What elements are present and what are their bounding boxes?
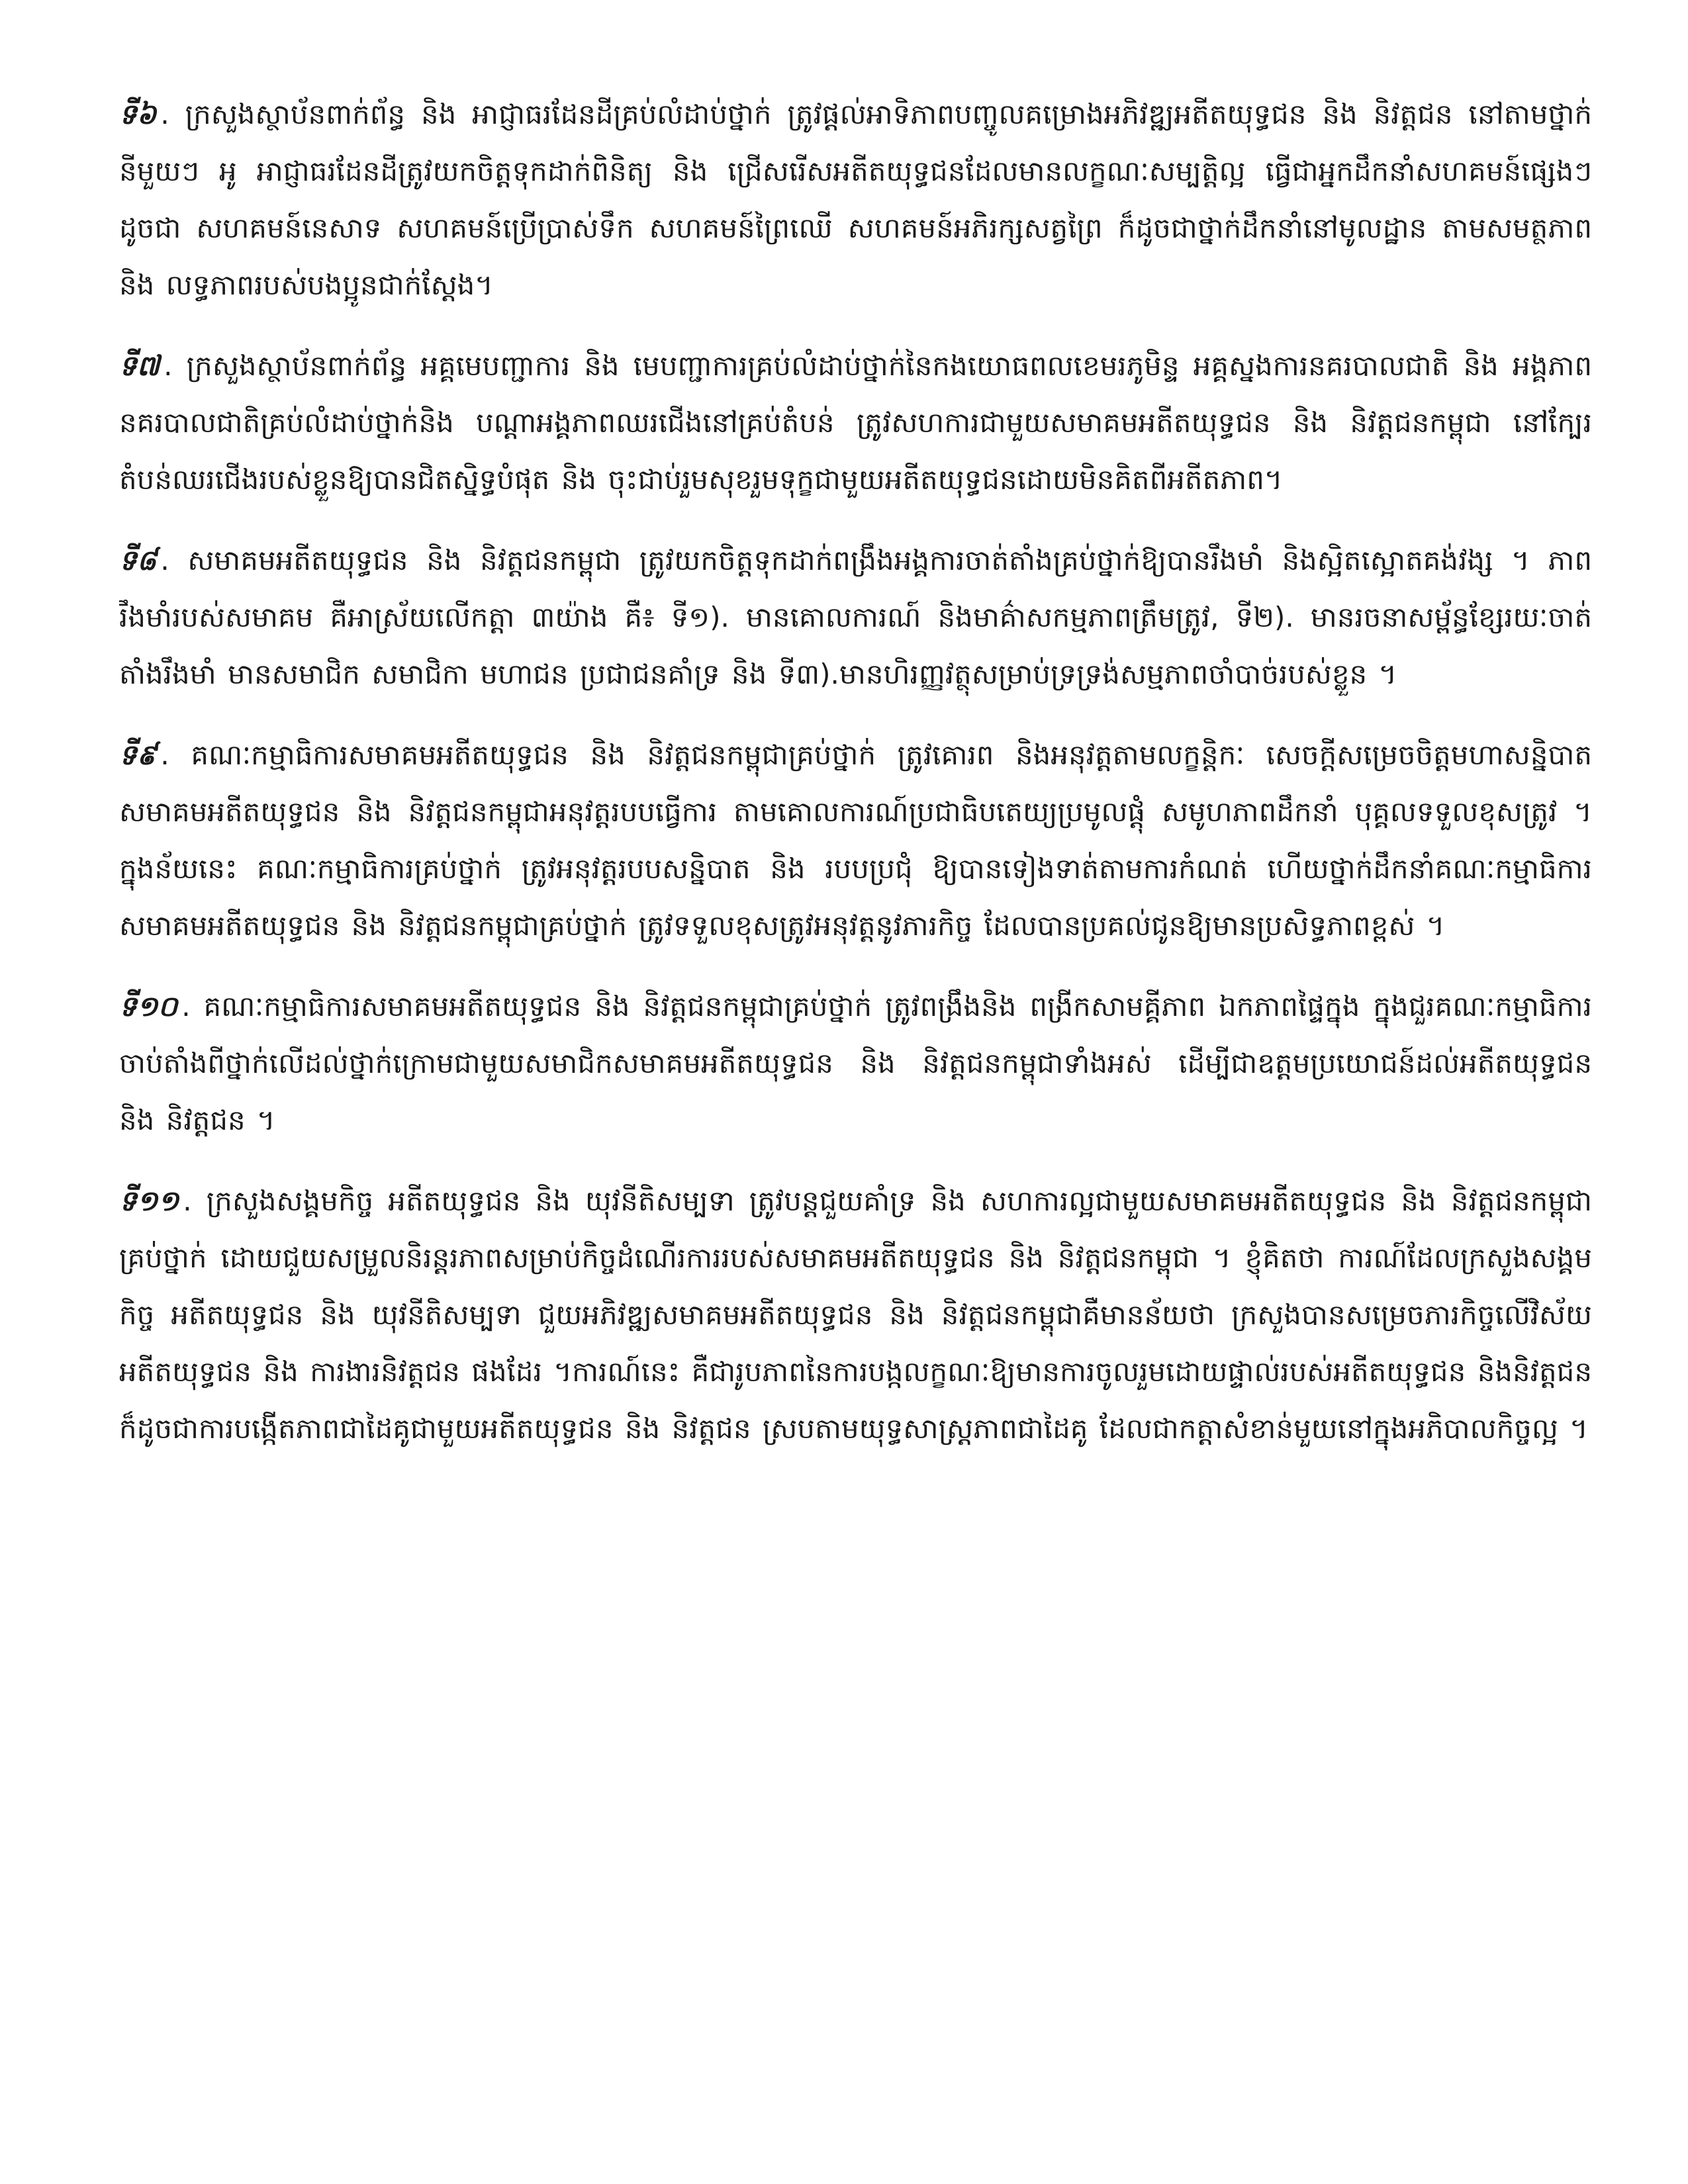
- article-separator: .: [183, 1185, 207, 1217]
- paragraph-7: [119, 338, 1592, 508]
- paragraph-text: គណៈកម្មាធិការសមាគមអតីតយុទ្ធជន និង និវត្តជនកម្ពុជាគ្រប់ថ្នាក់ ត្រូវពង្រឹងនិង ពង្រីកសាមគ្គីភាព ឯកភាពផ្ទៃក្នុង ក្នុងជួរគណៈកម្មាធិការ ចាប់តាំងពីថ្នាក់លើដល់ថ្នាក់ក្រោមជាមួយសមាជិកសមាគមអតីតយុទ្ធជន និង និវត្តជនកម្ពុជាទាំងអស់ ដើម្បីជាឧត្តមប្រយោជន៍ដល់អតីតយុទ្ធជន និង និវត្តជន ។: [119, 990, 1592, 1136]
- paragraph-text: ក្រសួងសង្គមកិច្ច អតីតយុទ្ធជន និង យុវនីតិសម្បទា ត្រូវបន្តជួយគាំទ្រ និង សហការល្អជាមួយសមាគមអតីតយុទ្ធជន និង និវត្តជនកម្ពុជាគ្រប់ថ្នាក់ ដោយជួយសម្រួលនិរន្តរភាពសម្រាប់កិច្ចដំណើរការរបស់សមាគមអតីតយុទ្ធជន និង និវត្តជនកម្ពុជា ។ ខ្ញុំគិតថា ការណ៍ដែលក្រសួងសង្គមកិច្ច អតីតយុទ្ធជន និង យុវនីតិសម្បទា ជួយអភិវឌ្ឍសមាគមអតីតយុទ្ធជន និង និវត្តជនកម្ពុជាគឺមានន័យថា ក្រសួងបានសម្រេចភារកិច្ចលើវិស័យអតីតយុទ្ធជន និង ការងារនិវត្តជន ផងដែរ ។ការណ៍នេះ គឺជារូបភាពនៃការបង្កលក្ខណៈឱ្យមានការចូលរួមដោយផ្ទាល់របស់អតីតយុទ្ធជន និងនិវត្តជន ក៏ដូចជាការបង្កើតភាពជាដៃគូជាមួយអតីតយុទ្ធជន និង និវត្តជន ស្របតាមយុទ្ធសាស្ត្រភាពជាដៃគូ ដែលជាកត្តាសំខាន់មួយនៅក្នុងអភិបាលកិច្ចល្អ ។: [119, 1185, 1592, 1445]
- article-separator: .: [160, 739, 191, 771]
- document-page: [119, 86, 1592, 2124]
- paragraph-11: [119, 1173, 1592, 1457]
- paragraph-text: ក្រសួងស្ថាប័នពាក់ព័ន្ធ និង អាជ្ញាធរដែនដីគ្រប់លំដាប់ថ្នាក់ ត្រូវផ្តល់អាទិភាពបញ្ចូលគម្រោងអភិវឌ្ឍអតីតយុទ្ធជន និង និវត្តជន នៅតាមថ្នាក់នីមួយៗ អូ អាជ្ញាធរដែនដីត្រូវយកចិត្តទុកដាក់ពិនិត្យ និង ជ្រើសរើសអតីតយុទ្ធជនដែលមានលក្ខណៈសម្បត្តិល្អ ធ្វើជាអ្នកដឹកនាំសហគមន៍ផ្សេងៗ ដូចជា សហគមន៍នេសាទ សហគមន៍ប្រើប្រាស់ទឹក សហគមន៍ព្រៃឈើ សហគមន៍អភិរក្សសត្វព្រៃ ក៏ដូចជាថ្នាក់ដឹកនាំនៅមូលដ្ឋាន តាមសមត្ថភាព និង លទ្ធភាពរបស់បងប្អូនជាក់ស្តែង។: [119, 98, 1592, 301]
- paragraph-9: [119, 727, 1592, 954]
- article-separator: .: [160, 544, 188, 576]
- paragraph-6: [119, 86, 1592, 314]
- article-separator: .: [181, 990, 204, 1023]
- article-number: ទី៧: [119, 349, 160, 382]
- paragraph-10: [119, 978, 1592, 1149]
- paragraph-text: ក្រសួងស្ថាប័នពាក់ព័ន្ធ អគ្គមេបញ្ជាការ និង មេបញ្ជាការគ្រប់លំដាប់ថ្នាក់នៃកងយោធពលខេមរភូមិន្ទ អគ្គស្នងការនគរបាលជាតិ និង អង្គភាពនគរបាលជាតិគ្រប់លំដាប់ថ្នាក់និង បណ្តាអង្គភាពឈរជើងនៅគ្រប់តំបន់ ត្រូវសហការជាមួយសមាគមអតីតយុទ្ធជន និង និវត្តជនកម្ពុជា នៅក្បែរតំបន់ឈរជើងរបស់ខ្លួនឱ្យបានជិតស្និទ្ធបំផុត និង ចុះជាប់រួមសុខរួមទុក្ខជាមួយអតីតយុទ្ធជនដោយមិនគិតពីអតីតភាព។: [119, 349, 1592, 496]
- article-number: ទី១១: [119, 1185, 179, 1217]
- paragraph-text: គណៈកម្មាធិការសមាគមអតីតយុទ្ធជន និង និវត្តជនកម្ពុជាគ្រប់ថ្នាក់ ត្រូវគោរព និងអនុវត្តតាមលក្ខន្តិកៈ សេចក្តីសម្រេចចិត្តមហាសន្និបាតសមាគមអតីតយុទ្ធជន និង និវត្តជនកម្ពុជាអនុវត្តរបបធ្វើការ តាមគោលការណ៍ប្រជាធិបតេយ្យប្រមូលផ្តុំ សមូហភាពដឹកនាំ បុគ្គលទទួលខុសត្រូវ ។ ក្នុងន័យនេះ គណៈកម្មាធិការគ្រប់ថ្នាក់ ត្រូវអនុវត្តរបបសន្និបាត និង របបប្រជុំ ឱ្យបានទៀងទាត់តាមការកំណត់ ហើយថ្នាក់ដឹកនាំគណៈកម្មាធិការសមាគមអតីតយុទ្ធជន និង និវត្តជនកម្ពុជាគ្រប់ថ្នាក់ ត្រូវទទួលខុសត្រូវអនុវត្តនូវភារកិច្ច ដែលបានប្រគល់ជូនឱ្យមានប្រសិទ្ធភាពខ្ពស់ ។: [119, 739, 1592, 942]
- article-number: ទី៦: [119, 98, 157, 130]
- paragraph-text: សមាគមអតីតយុទ្ធជន និង និវត្តជនកម្ពុជា ត្រូវយកចិត្តទុកដាក់ពង្រឹងអង្គការចាត់តាំងគ្រប់ថ្នាក់ឱ្យបានរឹងមាំ និងស្អិតស្អោតគង់វង្ស ។ ភាពរឹងមាំរបស់សមាគម គឺអាស្រ័យលើកត្តា ៣យ៉ាង គឺ៖ ទី១). មានគោលការណ៍ និងមាគ៌ាសកម្មភាពត្រឹមត្រូវ, ទី២). មានរចនាសម្ព័ន្ធខ្សែរយៈចាត់តាំងរឹងមាំ មានសមាជិក សមាជិកា មហាជន ប្រជាជនគាំទ្រ និង ទី៣).មានហិរញ្ញវត្ថុសម្រាប់ទ្រទ្រង់សម្មភាពចាំបាច់របស់ខ្លួន ។: [119, 544, 1592, 690]
- article-separator: .: [164, 349, 187, 382]
- article-number: ទី៨: [119, 544, 157, 576]
- article-number: ទី១០: [119, 990, 178, 1023]
- article-number: ទី៩: [119, 739, 157, 771]
- paragraph-8: [119, 532, 1592, 703]
- article-separator: .: [160, 98, 185, 130]
